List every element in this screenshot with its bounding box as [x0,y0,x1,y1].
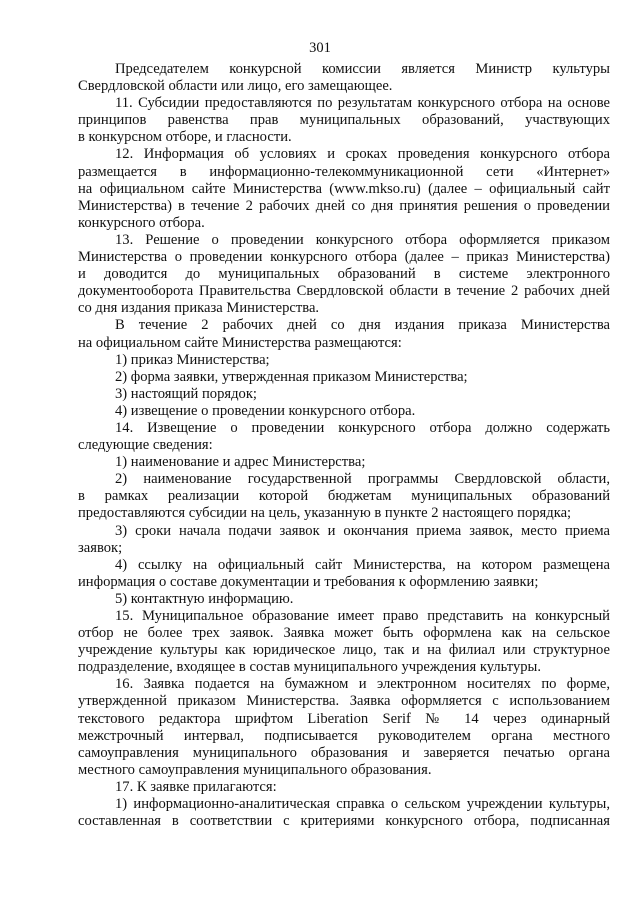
text-line: утвержденной приказом Министерства. Заявка оформляется с использованием [78,693,610,710]
text-line: 1) информационно-аналитическая справка о сельском учреждении культуры, [115,796,610,813]
text-line: Министерства о проведении конкурсного отбора (далее – приказ Министерства) [78,249,610,266]
paragraph [78,403,610,420]
text-line: 17. К заявке прилагаются: [115,778,277,795]
paragraph [78,779,610,796]
text-line: Свердловской области или лицо, его замещающее. [78,78,393,95]
text-line: предоставляются субсидии на цель, указанную в пункте 2 настоящего порядка; [78,505,572,522]
text-line: 1) наименование и адрес Министерства; [115,454,366,471]
text-line: 13. Решение о проведении конкурсного отбора оформляется приказом [115,231,610,248]
text-line: в рамках реализации которой бюджетам муниципальных образований [78,488,610,505]
text-line: следующие сведения: [78,437,213,454]
text-line: принципов равенства прав муниципальных образований, участвующих [78,112,610,129]
text-line: 11. Субсидии предоставляются по результатам конкурсного отбора на основе [115,95,610,112]
paragraph [78,317,610,351]
text-line: на официальном сайте Министерства размещаются: [78,334,402,351]
text-line: размещается в информационно-телекоммуникационной сети «Интернет» [78,163,610,180]
text-line: 3) сроки начала подачи заявок и окончания приема заявок, место приема [115,522,610,539]
paragraph [78,95,610,146]
paragraph [78,146,610,231]
page-number: 301 [309,40,331,56]
text-line: конкурсного отбора. [78,214,205,231]
text-line: Председателем конкурсной комиссии является Министр культуры [115,61,610,77]
text-line: 14. Извещение о проведении конкурсного отбора должно содержать [115,419,610,436]
paragraph [78,454,610,471]
paragraph [78,471,610,522]
text-line: 3) настоящий порядок; [115,385,257,402]
text-line: отбор не более трех заявок. Заявка может быть оформлена как на сельское [78,625,610,642]
paragraph [78,420,610,454]
document-body [78,61,610,830]
text-line: местного самоуправления муниципального образования. [78,761,432,778]
text-line: межстрочный интервал, подписывается руководителем органа местного [78,727,610,744]
paragraph [78,608,610,676]
text-line: 5) контактную информацию. [115,590,294,607]
text-line: на официальном сайте Министерства (www.mkso.ru) (далее – официальный сайт [78,180,610,197]
text-line: подразделение, входящее в состав муниципального учреждения культуры. [78,659,541,676]
paragraph [78,352,610,369]
text-line: составленная в соответствии с критериями конкурсного отбора, подписанная [78,813,610,830]
text-line: 15. Муниципальное образование имеет право представить на конкурсный [115,608,610,624]
text-line: учреждение культуры как юридическое лицо, так и на филиал или структурное [78,642,610,659]
text-line: 2) наименование государственной программы Свердловской области, [115,471,610,488]
text-line: в конкурсном отборе, и гласности. [78,129,292,146]
paragraph [78,523,610,557]
text-line: 2) форма заявки, утвержденная приказом Министерства; [115,368,468,385]
text-line: 1) приказ Министерства; [115,351,270,368]
text-line: 4) ссылку на официальный сайт Министерства, на котором размещена [115,556,610,573]
paragraph [78,61,610,95]
paragraph [78,591,610,608]
text-line: информация о составе документации и требования к оформлению заявки; [78,573,539,590]
paragraph [78,796,610,830]
paragraph [78,676,610,779]
paragraph [78,232,610,317]
text-line: Министерства) в течение 2 рабочих дней со дня принятия решения о проведении [78,197,610,214]
paragraph [78,557,610,591]
paragraph [78,386,610,403]
text-line: 4) извещение о проведении конкурсного отбора. [115,402,416,419]
text-line: самоуправления муниципального образования и заверяется печатью органа [78,744,610,761]
text-line: 16. Заявка подается на бумажном и электронном носителях по форме, [115,676,610,693]
text-line: документооборота Правительства Свердловской области в течение 2 рабочих дней [78,283,610,300]
text-line: и доводится до муниципальных образований в системе электронного [78,266,610,283]
text-line: 12. Информация об условиях и сроках проведения конкурсного отбора [115,146,610,163]
paragraph [78,369,610,386]
text-line: В течение 2 рабочих дней со дня издания приказа Министерства [115,317,610,334]
text-line: текстового редактора шрифтом Liberation Serif № 14 через одинарный [78,710,610,727]
text-line: заявок; [78,539,123,556]
text-line: со дня издания приказа Министерства. [78,300,320,317]
